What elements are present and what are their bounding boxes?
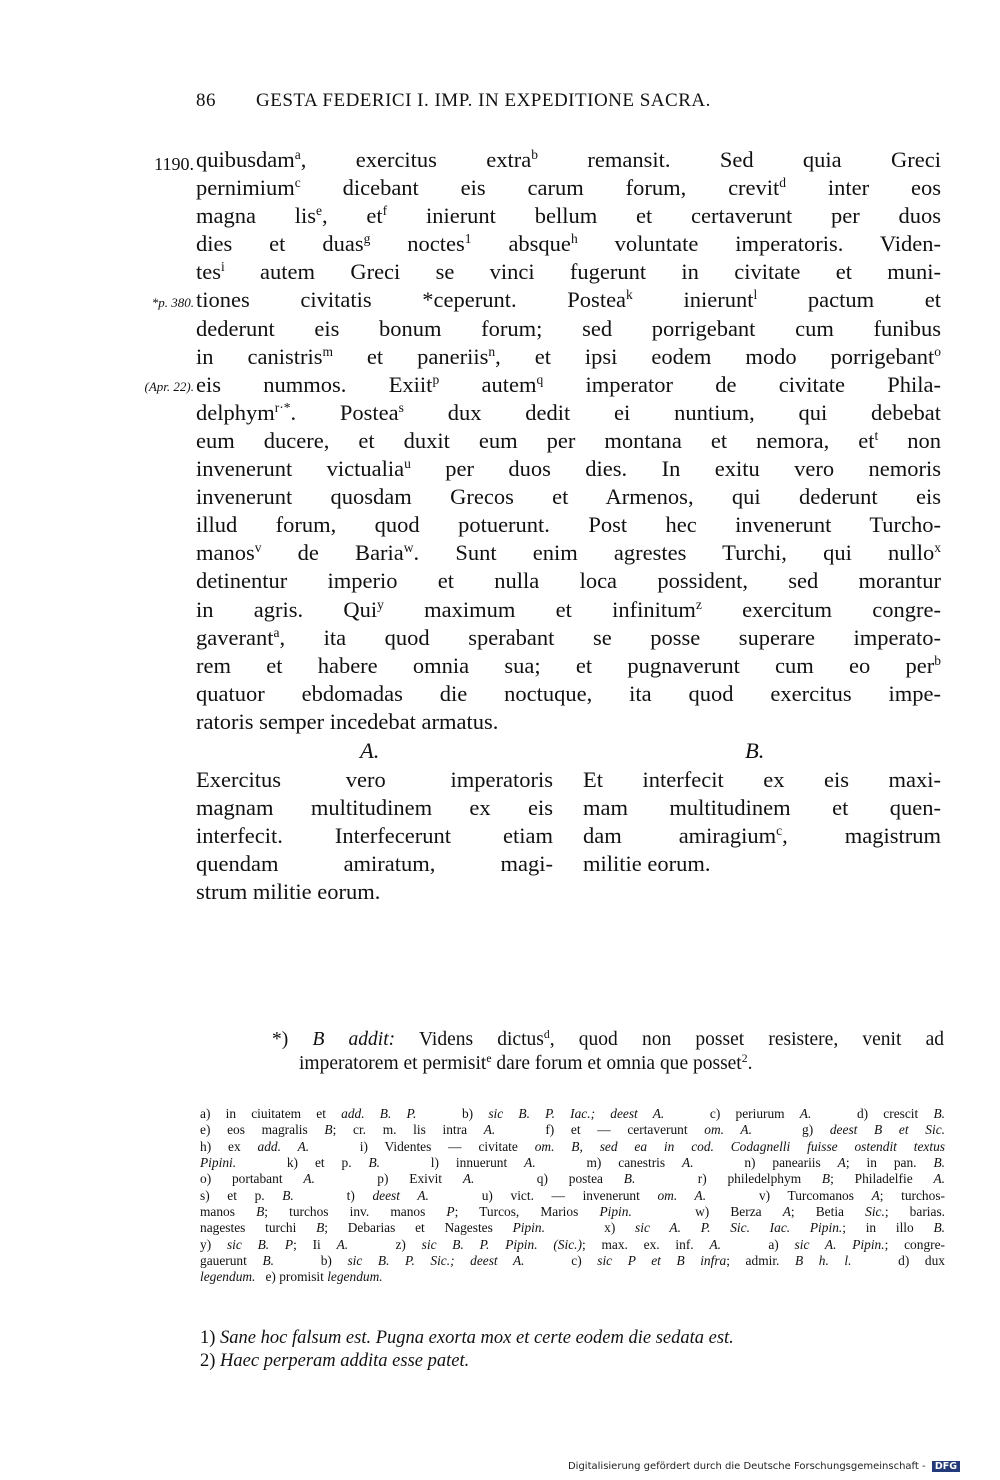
- text-line: dies et duas$^g$ noctes$^1$ absque$^h$ voluntate imperatoris. Viden-: [196, 231, 942, 257]
- column-b-text: [583, 766, 941, 878]
- column-a-heading: A.: [360, 738, 380, 763]
- apparatus-line: e) eos magralis B; cr. m. lis intra A. f) et — certaverunt om. A. g) deest B et Sic.: [200, 1122, 945, 1138]
- apparatus-line: legendum. e) promisit legendum.: [200, 1269, 383, 1285]
- editorial-notes: [200, 1327, 945, 1372]
- text-line: quibusdam$^a$, exercitus extra$^b$ remansit. Sed quia Greci: [196, 146, 941, 172]
- apparatus-line: y) sic B. P; Ii A. z) sic B. P. Pipin. (Sic.); max. ex. inf. A. a) sic A. Pipin.; congre-: [200, 1236, 946, 1252]
- text-line: eum ducere, et duxit eum per montana et nemora, $et^t$ non: [196, 427, 941, 453]
- column-a-line: magnam multitudinem ex eis: [196, 795, 553, 821]
- apparatus-line: nagestes turchi B; Debarias et Nagestes Pipin. x) sic A. P. Sic. Iac. Pipin.; in illo B.: [200, 1220, 945, 1236]
- text-line: in agris. Qui$^y$ maximum et infinitum$^z$ exercitum congre-: [196, 596, 941, 622]
- column-b-line: militie eorum.: [583, 851, 711, 877]
- apparatus-line: gauerunt B. b) sic B. P. Sic.; deest A. c) sic P et B infra; admir. B h. l. d) dux: [200, 1253, 945, 1269]
- column-a-line: quendam amiratum, magi-: [196, 851, 553, 877]
- column-a-line: Exercitus vero imperatoris: [196, 767, 553, 792]
- editorial-note-1: 1) Sane hoc falsum est. Pugna exorta mox et certe eodem die sedata est.: [200, 1328, 734, 1348]
- text-line: in canistris$^m$ et paneriis$^n$, et ipsi eodem modo porrigebant$^o$: [196, 343, 942, 369]
- dfg-logo: DFG: [932, 1461, 960, 1472]
- text-line: gaverant$^a$, ita quod sperabant se posse superare imperato-: [196, 624, 941, 650]
- main-text: [196, 146, 941, 736]
- footnote-asterisk: [272, 1028, 944, 1076]
- text-line: invenerunt victualia$^u$ per duos dies. In exitu vero nemoris: [196, 455, 941, 482]
- margin-page-reference: *p. 380.: [151, 295, 194, 310]
- column-b-line: Et interfecit ex eis maxi-: [583, 767, 941, 792]
- text-line: tes$^i$ autem Greci se vinci fugerunt in civitate et muni-: [196, 259, 941, 285]
- apparatus-line: h) ex add. A. i) Videntes — civitate om. B, sed ea in cod. Codagnelli fuisse ostendit textus: [200, 1138, 945, 1154]
- text-line: quatuor ebdomadas die noctuque, ita quod exercitus impe-: [196, 680, 941, 706]
- apparatus-line: a) in ciuitatem et add. B. P. b) sic B. P. Iac.; deest A. c) periurum A. d) crescit B.: [200, 1106, 945, 1121]
- credit-text: Digitalisierung gefördert durch die Deutsche Forschungsgemeinschaft -: [567, 1461, 926, 1472]
- text-line: eis nummos. Exiit$^p$ autem$^q$ imperator de civitate Phila-: [196, 371, 941, 397]
- margin-date: (Apr. 22).: [144, 379, 194, 394]
- footnote-line: imperatorem et permisit$^e$ dare forum et omnia que posset$^2$.: [299, 1051, 753, 1074]
- text-line: dederunt eis bonum forum; sed porrigebant cum funibus: [196, 315, 941, 341]
- text-line: illud forum, quod potuerunt. Post hec invenerunt Turcho-: [196, 512, 941, 538]
- margin-year: 1190.: [154, 154, 194, 174]
- apparatus-line: s) et p. B. t) deest A. u) vict. — invenerunt om. A. v) Turcomanos A; turchos-: [200, 1187, 945, 1203]
- text-line: pernimium$^c$ dicebant eis carum forum, crevit$^d$ inter eos: [196, 175, 941, 201]
- column-b-line: dam amiragium$^c$, magistrum: [583, 823, 941, 849]
- apparatus-line: manos B; turchos inv. manos P; Turcos, Marios Pipin. w) Berza A; Betia Sic.; barias.: [200, 1204, 945, 1220]
- digitization-credit: [568, 1461, 960, 1472]
- apparatus-line: o) portabant A. p) Exivit A. q) postea B. r) philedelphym B; Philadelfie A.: [200, 1171, 945, 1187]
- text-line: tiones civitatis *ceperunt. Postea$^k$ inierunt$^l$ pactum et: [196, 287, 942, 313]
- critical-apparatus: [200, 1106, 945, 1286]
- text-line: manos$^v$ de Baria$^w$. Sunt enim agrestes Turchi, qui nullo$^x$: [196, 540, 941, 566]
- column-b-heading: B.: [745, 738, 765, 763]
- column-a-line: interfecit. Interfecerunt etiam: [196, 823, 553, 849]
- text-line: rem et habere omnia sua; et pugnaverunt cum eo per$^b$: [196, 652, 941, 678]
- running-title: GESTA FEDERICI I. IMP. IN EXPEDITIONE SACRA.: [256, 90, 711, 111]
- column-b-line: mam multitudinem et quen-: [583, 795, 941, 821]
- text-line: delphym$^{r\cdot*}$. Postea$^s$ dux dedit ei nuntium, qui debebat: [196, 399, 941, 425]
- page-number: 86: [196, 90, 216, 111]
- editorial-note-2: 2) Haec perperam addita esse patet.: [200, 1350, 470, 1371]
- apparatus-line: Pipini. k) et p. B. l) innuerunt A. m) canestris A. n) paneariis A; in pan. B.: [200, 1155, 945, 1171]
- text-line: ratoris semper incedebat armatus.: [196, 708, 499, 734]
- text-line: invenerunt quosdam Grecos et Armenos, qui dederunt eis: [196, 484, 941, 510]
- text-line: magna lis$^e$, $et^f$ inierunt bellum et certaverunt per duos: [196, 203, 941, 229]
- footnote-line: *) B addit: Videns dictus$^d$, quod non posset resistere, venit ad: [272, 1027, 944, 1050]
- column-a-text: [196, 766, 553, 906]
- column-a-line: strum militie eorum.: [196, 879, 381, 905]
- text-line: detinentur imperio et nulla loca possident, sed morantur: [196, 568, 941, 594]
